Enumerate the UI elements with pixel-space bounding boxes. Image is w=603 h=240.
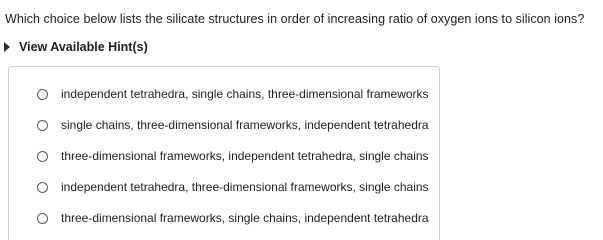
answer-choices — [8, 66, 440, 240]
radio-button[interactable] — [37, 89, 48, 100]
choice-label: single chains, three-dimensional frameworks, independent tetrahedra — [61, 118, 429, 132]
radio-button[interactable] — [37, 213, 48, 224]
radio-button[interactable] — [37, 182, 48, 193]
radio-button[interactable] — [37, 120, 48, 131]
question-text: Which choice below lists the silicate structures in order of increasing ratio of oxygen ions to silicon ions? — [5, 12, 585, 26]
caret-right-icon — [4, 42, 10, 52]
view-hints-toggle[interactable] — [4, 40, 148, 54]
answer-choice-1[interactable] — [37, 87, 429, 101]
answer-choice-3[interactable] — [37, 149, 429, 163]
choice-label: three-dimensional frameworks, single chains, independent tetrahedra — [61, 211, 429, 225]
answer-choice-4[interactable] — [37, 180, 429, 194]
hint-label: View Available Hint(s) — [19, 40, 148, 54]
answer-choice-5[interactable] — [37, 211, 429, 225]
answer-choice-2[interactable] — [37, 118, 429, 132]
choice-label: three-dimensional frameworks, independent tetrahedra, single chains — [61, 149, 429, 163]
choice-label: independent tetrahedra, single chains, three-dimensional frameworks — [61, 87, 429, 101]
radio-button[interactable] — [37, 151, 48, 162]
choice-label: independent tetrahedra, three-dimensional frameworks, single chains — [61, 180, 429, 194]
